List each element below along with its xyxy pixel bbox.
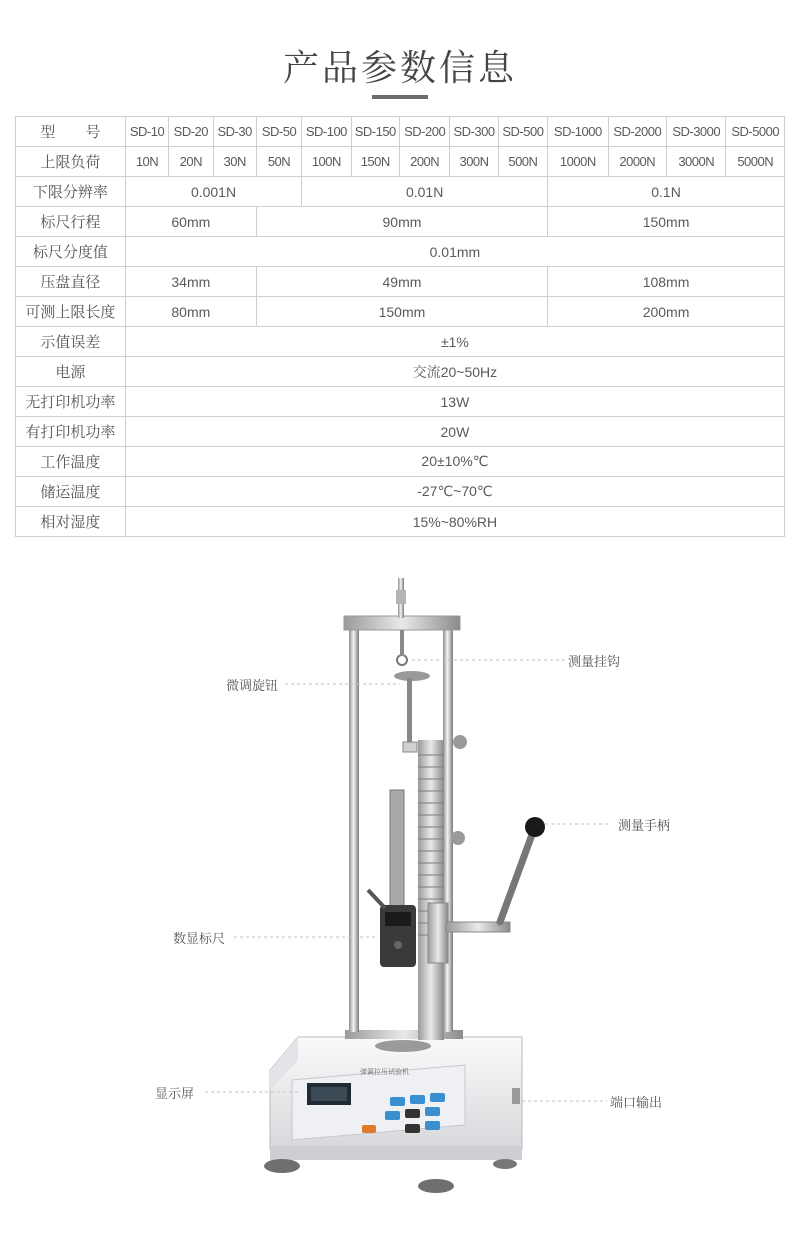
panel-key-icon — [425, 1121, 440, 1130]
panel-key-icon — [385, 1111, 400, 1120]
table-cell: 200N — [399, 147, 449, 177]
callout-measure-hook: 测量挂钩 — [568, 655, 621, 670]
table-cell: SD-200 — [399, 117, 449, 147]
table-cell: 90mm — [256, 207, 547, 237]
table-row-upper-load — [16, 147, 785, 177]
panel-key-icon — [405, 1109, 420, 1118]
table-row-no-printer — [16, 387, 785, 417]
row-label: 下限分辨率 — [16, 177, 126, 207]
row-label: 型 号 — [16, 117, 126, 147]
table-cell: 交流20~50Hz — [125, 357, 784, 387]
panel-key-icon — [405, 1124, 420, 1133]
table-cell: 1000N — [548, 147, 608, 177]
callout-display: 显示屏 — [155, 1087, 195, 1102]
row-label: 储运温度 — [16, 477, 126, 507]
table-cell: 0.01mm — [125, 237, 784, 267]
table-cell: 300N — [450, 147, 498, 177]
callout-port-output: 端口输出 — [610, 1096, 663, 1111]
row-label: 有打印机功率 — [16, 417, 126, 447]
table-cell: 500N — [498, 147, 547, 177]
spec-table — [15, 116, 785, 537]
panel-key-icon — [425, 1107, 440, 1116]
row-label: 上限负荷 — [16, 147, 126, 177]
right-column — [443, 618, 453, 1032]
row-label: 示值误差 — [16, 327, 126, 357]
table-cell: SD-500 — [498, 117, 547, 147]
table-cell: SD-20 — [169, 117, 213, 147]
table-row-travel — [16, 207, 785, 237]
row-label: 标尺分度值 — [16, 237, 126, 267]
table-cell: -27℃~70℃ — [125, 477, 784, 507]
table-cell: SD-50 — [256, 117, 301, 147]
callout-measure-handle: 测量手柄 — [618, 819, 671, 834]
table-cell: 50N — [256, 147, 301, 177]
table-cell: SD-5000 — [726, 117, 785, 147]
table-cell: SD-100 — [302, 117, 351, 147]
table-cell: SD-10 — [125, 117, 168, 147]
table-row-error — [16, 327, 785, 357]
table-cell: 150N — [351, 147, 399, 177]
table-row-humidity — [16, 507, 785, 537]
table-cell: 3000N — [667, 147, 726, 177]
top-crossbar — [344, 616, 460, 630]
table-cell: 0.001N — [125, 177, 301, 207]
table-cell: SD-30 — [213, 117, 256, 147]
row-label: 标尺行程 — [16, 207, 126, 237]
table-cell: 150mm — [256, 297, 547, 327]
table-cell: SD-1000 — [548, 117, 608, 147]
table-cell: SD-150 — [351, 117, 399, 147]
table-cell: 10N — [125, 147, 168, 177]
table-cell: ±1% — [125, 327, 784, 357]
row-label: 电源 — [16, 357, 126, 387]
table-cell: 20±10%℃ — [125, 447, 784, 477]
row-label: 压盘直径 — [16, 267, 126, 297]
measure-hook — [397, 655, 407, 665]
table-cell: 108mm — [548, 267, 785, 297]
table-cell: 20N — [169, 147, 213, 177]
title-underline — [372, 95, 428, 99]
table-cell: 0.1N — [548, 177, 785, 207]
row-label: 无打印机功率 — [16, 387, 126, 417]
table-cell: 20W — [125, 417, 784, 447]
table-row-with-printer — [16, 417, 785, 447]
callout-digital-scale: 数显标尺 — [173, 932, 226, 947]
table-cell: 15%~80%RH — [125, 507, 784, 537]
table-row-max-length — [16, 297, 785, 327]
table-cell: 80mm — [125, 297, 256, 327]
table-cell: 2000N — [608, 147, 666, 177]
table-cell: 100N — [302, 147, 351, 177]
row-label: 相对湿度 — [16, 507, 126, 537]
panel-key-icon — [390, 1097, 405, 1106]
product-figure — [0, 560, 800, 1231]
callout-fine-knob: 微调旋钮 — [226, 679, 279, 694]
table-cell: SD-2000 — [608, 117, 666, 147]
table-row-resolution — [16, 177, 785, 207]
table-cell: 30N — [213, 147, 256, 177]
row-label: 可测上限长度 — [16, 297, 126, 327]
left-column — [349, 618, 359, 1032]
spring-tester-illustration — [0, 560, 800, 1231]
panel-label: 弹簧拉压试验机 — [360, 1068, 409, 1076]
table-row-work-temp — [16, 447, 785, 477]
table-row-storage-temp — [16, 477, 785, 507]
table-cell: 0.01N — [302, 177, 548, 207]
table-row-power — [16, 357, 785, 387]
table-cell: 34mm — [125, 267, 256, 297]
row-label: 工作温度 — [16, 447, 126, 477]
spring-column — [403, 735, 467, 1040]
panel-key-icon — [410, 1095, 425, 1104]
table-cell: 5000N — [726, 147, 785, 177]
table-row-model — [16, 117, 785, 147]
table-cell: 13W — [125, 387, 784, 417]
table-cell: 150mm — [548, 207, 785, 237]
table-row-platen — [16, 267, 785, 297]
table-cell: SD-300 — [450, 117, 498, 147]
table-cell: SD-3000 — [667, 117, 726, 147]
panel-key-icon — [362, 1125, 376, 1133]
table-row-graduation — [16, 237, 785, 267]
platen — [375, 1040, 431, 1052]
table-cell: 49mm — [256, 267, 547, 297]
output-port — [512, 1088, 520, 1104]
table-cell: 60mm — [125, 207, 256, 237]
page-title: 产品参数信息 — [282, 48, 517, 89]
table-cell: 200mm — [548, 297, 785, 327]
panel-key-icon — [430, 1093, 445, 1102]
